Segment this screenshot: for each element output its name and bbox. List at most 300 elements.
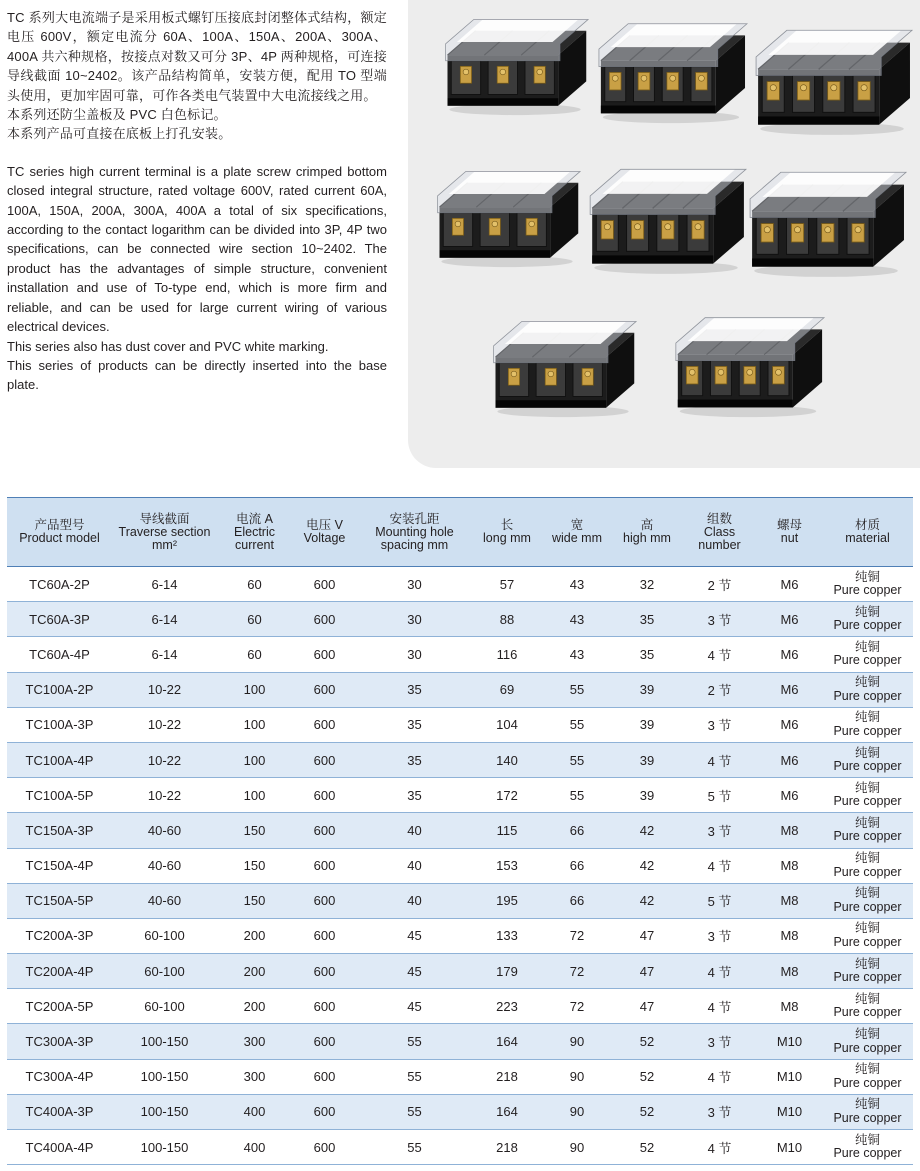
terminal-block-3p-icon xyxy=(488,302,638,430)
table-row xyxy=(7,1024,913,1059)
cell-mat-en: Pure copper xyxy=(833,723,902,738)
cell-long: 223 xyxy=(472,989,542,1024)
cell-section: 100-150 xyxy=(112,1059,217,1094)
column-header-en1: Product model xyxy=(19,531,100,545)
cell-mat-zh: 纯铜 xyxy=(854,886,880,901)
cell-spacing: 30 xyxy=(357,567,472,602)
table-row xyxy=(7,813,913,848)
intro-en-paragraph: TC series high current terminal is a plate screw crimped bottom closed integral structure, rated voltage 600V, rated current 60A, 100A, 150A, 200A, 300A, 400A a total of six specifications, according to the contact logarithm can be divided into 3P, 4P two specifications, can be connected wire section 10~2402. The product has the advantages of simple structure, convenient installation and use of To-type end, which is more firm and reliable, and can be used for large current wiring of various electrical devices. xyxy=(7,163,387,335)
cell-mat-zh: 纯铜 xyxy=(854,991,880,1006)
cell-mat-en: Pure copper xyxy=(833,1005,902,1020)
cell-material xyxy=(822,672,913,707)
cell-mat-en: Pure copper xyxy=(833,1146,902,1161)
table-row xyxy=(7,672,913,707)
table-row xyxy=(7,848,913,883)
cell-model: TC60A-4P xyxy=(7,637,112,672)
cell-spacing: 45 xyxy=(357,954,472,989)
cell-class: 4 节 xyxy=(682,1059,757,1094)
cell-material xyxy=(822,1130,913,1165)
cell-wide: 90 xyxy=(542,1059,612,1094)
column-header xyxy=(7,498,112,567)
table-row xyxy=(7,1130,913,1165)
cell-wide: 55 xyxy=(542,742,612,777)
cell-mat-en: Pure copper xyxy=(833,688,902,703)
cell-current: 100 xyxy=(217,672,292,707)
cell-material xyxy=(822,918,913,953)
cell-nut: M8 xyxy=(757,989,822,1024)
cell-mat-en: Pure copper xyxy=(833,583,902,598)
cell-high: 42 xyxy=(612,848,682,883)
cell-nut: M6 xyxy=(757,602,822,637)
cell-nut: M8 xyxy=(757,954,822,989)
cell-section: 60-100 xyxy=(112,918,217,953)
table-row xyxy=(7,954,913,989)
cell-model: TC100A-3P xyxy=(7,707,112,742)
cell-nut: M8 xyxy=(757,918,822,953)
cell-mat-zh: 纯铜 xyxy=(854,1132,880,1147)
column-header-zh: 材质 xyxy=(854,518,880,532)
cell-long: 172 xyxy=(472,778,542,813)
column-header xyxy=(217,498,292,567)
cell-high: 47 xyxy=(612,918,682,953)
column-header-en1: wide mm xyxy=(551,531,602,545)
cell-long: 164 xyxy=(472,1024,542,1059)
column-header-zh: 组数 xyxy=(706,511,732,526)
cell-section: 10-22 xyxy=(112,707,217,742)
cell-material xyxy=(822,637,913,672)
column-header-zh: 高 xyxy=(640,518,654,532)
table-row xyxy=(7,1094,913,1129)
column-header-en1: long mm xyxy=(483,531,531,545)
cell-spacing: 55 xyxy=(357,1024,472,1059)
terminal-block-4p-icon xyxy=(740,162,912,280)
column-header xyxy=(822,498,913,567)
cell-nut: M10 xyxy=(757,1094,822,1129)
cell-class: 5 节 xyxy=(682,778,757,813)
cell-wide: 55 xyxy=(542,707,612,742)
cell-voltage: 600 xyxy=(292,848,357,883)
cell-model: TC400A-3P xyxy=(7,1094,112,1129)
cell-class: 4 节 xyxy=(682,989,757,1024)
column-header-zh: 宽 xyxy=(570,518,584,532)
cell-mat-zh: 纯铜 xyxy=(854,851,880,866)
cell-material xyxy=(822,954,913,989)
cell-current: 300 xyxy=(217,1024,292,1059)
cell-voltage: 600 xyxy=(292,602,357,637)
cell-current: 300 xyxy=(217,1059,292,1094)
column-header-zh: 螺母 xyxy=(776,518,802,532)
cell-nut: M10 xyxy=(757,1059,822,1094)
cell-long: 218 xyxy=(472,1059,542,1094)
column-header-en1: material xyxy=(845,531,890,545)
cell-section: 60-100 xyxy=(112,989,217,1024)
cell-spacing: 35 xyxy=(357,742,472,777)
table-row xyxy=(7,778,913,813)
terminal-block-4p-icon xyxy=(670,300,826,428)
cell-class: 4 节 xyxy=(682,1130,757,1165)
cell-mat-en: Pure copper xyxy=(833,1110,902,1125)
cell-wide: 90 xyxy=(542,1130,612,1165)
column-header-zh: 产品型号 xyxy=(34,518,85,532)
cell-current: 100 xyxy=(217,742,292,777)
cell-long: 133 xyxy=(472,918,542,953)
table-row xyxy=(7,602,913,637)
cell-long: 153 xyxy=(472,848,542,883)
cell-section: 40-60 xyxy=(112,848,217,883)
column-header-en1: high mm xyxy=(623,531,671,545)
cell-nut: M6 xyxy=(757,707,822,742)
column-header-en1: Electric xyxy=(234,524,275,539)
column-header-zh: 长 xyxy=(500,518,514,532)
cell-mat-zh: 纯铜 xyxy=(854,1062,880,1077)
cell-class: 2 节 xyxy=(682,672,757,707)
cell-mat-en: Pure copper xyxy=(833,970,902,985)
column-header-en1: Traverse section xyxy=(118,524,211,539)
terminal-block-4p-photo xyxy=(670,300,826,428)
column-header xyxy=(112,498,217,567)
cell-nut: M8 xyxy=(757,883,822,918)
table-row xyxy=(7,637,913,672)
cell-mat-zh: 纯铜 xyxy=(854,569,880,584)
cell-class: 3 节 xyxy=(682,1024,757,1059)
cell-current: 100 xyxy=(217,778,292,813)
cell-long: 88 xyxy=(472,602,542,637)
cell-mat-en: Pure copper xyxy=(833,794,902,809)
cell-material xyxy=(822,989,913,1024)
cell-model: TC200A-3P xyxy=(7,918,112,953)
cell-material xyxy=(822,602,913,637)
cell-wide: 55 xyxy=(542,778,612,813)
cell-wide: 72 xyxy=(542,989,612,1024)
cell-model: TC100A-4P xyxy=(7,742,112,777)
cell-voltage: 600 xyxy=(292,989,357,1024)
cell-class: 2 节 xyxy=(682,567,757,602)
cell-mat-en: Pure copper xyxy=(833,653,902,668)
column-header-en2: number xyxy=(698,537,741,552)
column-header-en1: Mounting hole xyxy=(375,524,454,539)
terminal-block-4p-photo xyxy=(748,20,916,138)
terminal-block-4p-icon xyxy=(748,20,916,138)
cell-long: 218 xyxy=(472,1130,542,1165)
intro-zh-paragraph: 本系列产品可直接在底板上打孔安装。 xyxy=(7,126,232,142)
table-row xyxy=(7,742,913,777)
cell-section: 6-14 xyxy=(112,567,217,602)
cell-spacing: 35 xyxy=(357,672,472,707)
cell-material xyxy=(822,742,913,777)
column-header-en1: Voltage xyxy=(303,531,346,545)
cell-mat-zh: 纯铜 xyxy=(854,780,880,795)
cell-high: 35 xyxy=(612,602,682,637)
intro-zh-paragraph: TC 系列大电流端子是采用板式螺钉压接底封闭整体式结构，额定电压 600V，额定电流分 60A、100A、150A、200A、300A、400A 共六种规格，按接点对数又可分 3P、4P 两种规格，可连接导线截面 10~2402。该产品结构简单，安装方便，配用 TO 型端头使用，更加牢固可靠，可作各类电气装置中大电流接线之用。 xyxy=(7,10,387,103)
column-header-en1: nut xyxy=(780,531,799,545)
column-header xyxy=(472,498,542,567)
column-header-en2: mm² xyxy=(152,537,177,552)
cell-spacing: 35 xyxy=(357,778,472,813)
cell-section: 100-150 xyxy=(112,1024,217,1059)
cell-model: TC150A-4P xyxy=(7,848,112,883)
cell-long: 69 xyxy=(472,672,542,707)
cell-mat-zh: 纯铜 xyxy=(854,710,880,725)
cell-voltage: 600 xyxy=(292,883,357,918)
cell-long: 164 xyxy=(472,1094,542,1129)
cell-high: 52 xyxy=(612,1059,682,1094)
cell-voltage: 600 xyxy=(292,1094,357,1129)
column-header xyxy=(357,498,472,567)
cell-current: 150 xyxy=(217,848,292,883)
cell-model: TC150A-5P xyxy=(7,883,112,918)
cell-current: 100 xyxy=(217,707,292,742)
cell-model: TC60A-2P xyxy=(7,567,112,602)
cell-voltage: 600 xyxy=(292,778,357,813)
cell-section: 10-22 xyxy=(112,778,217,813)
table-row xyxy=(7,918,913,953)
cell-material xyxy=(822,567,913,602)
cell-wide: 90 xyxy=(542,1094,612,1129)
cell-spacing: 35 xyxy=(357,707,472,742)
column-header-zh: 电流 A xyxy=(236,511,273,526)
cell-mat-zh: 纯铜 xyxy=(854,1097,880,1112)
cell-section: 40-60 xyxy=(112,813,217,848)
cell-high: 39 xyxy=(612,778,682,813)
cell-model: TC200A-5P xyxy=(7,989,112,1024)
cell-high: 39 xyxy=(612,707,682,742)
cell-wide: 66 xyxy=(542,813,612,848)
cell-spacing: 30 xyxy=(357,637,472,672)
cell-spacing: 40 xyxy=(357,848,472,883)
cell-class: 3 节 xyxy=(682,602,757,637)
column-header-zh: 导线截面 xyxy=(139,511,190,526)
cell-material xyxy=(822,1024,913,1059)
cell-high: 35 xyxy=(612,637,682,672)
cell-spacing: 40 xyxy=(357,813,472,848)
cell-current: 400 xyxy=(217,1130,292,1165)
intro-en-paragraph: This series of products can be directly inserted into the base plate. xyxy=(7,357,387,393)
terminal-block-3p-icon xyxy=(432,160,582,272)
cell-voltage: 600 xyxy=(292,707,357,742)
cell-spacing: 30 xyxy=(357,602,472,637)
cell-mat-zh: 纯铜 xyxy=(854,921,880,936)
cell-nut: M10 xyxy=(757,1024,822,1059)
cell-nut: M6 xyxy=(757,637,822,672)
cell-nut: M10 xyxy=(757,1130,822,1165)
cell-spacing: 55 xyxy=(357,1059,472,1094)
terminal-block-4p-icon xyxy=(591,14,751,126)
cell-voltage: 600 xyxy=(292,918,357,953)
cell-section: 100-150 xyxy=(112,1094,217,1129)
cell-long: 115 xyxy=(472,813,542,848)
cell-mat-en: Pure copper xyxy=(833,1040,902,1055)
intro-zh-paragraph: 本系列还防尘盖板及 PVC 白色标记。 xyxy=(7,107,227,123)
cell-wide: 90 xyxy=(542,1024,612,1059)
cell-material xyxy=(822,1059,913,1094)
terminal-block-3p-photo xyxy=(432,160,582,272)
cell-mat-zh: 纯铜 xyxy=(854,815,880,830)
cell-material xyxy=(822,1094,913,1129)
cell-current: 200 xyxy=(217,989,292,1024)
cell-mat-zh: 纯铜 xyxy=(854,639,880,654)
cell-current: 150 xyxy=(217,883,292,918)
cell-mat-en: Pure copper xyxy=(833,1075,902,1090)
cell-current: 60 xyxy=(217,567,292,602)
table-row xyxy=(7,567,913,602)
cell-model: TC400A-4P xyxy=(7,1130,112,1165)
cell-section: 6-14 xyxy=(112,637,217,672)
terminal-block-3p-photo xyxy=(440,8,590,120)
cell-class: 3 节 xyxy=(682,707,757,742)
table-row xyxy=(7,989,913,1024)
cell-high: 52 xyxy=(612,1130,682,1165)
cell-section: 100-150 xyxy=(112,1130,217,1165)
cell-spacing: 55 xyxy=(357,1130,472,1165)
cell-section: 10-22 xyxy=(112,742,217,777)
terminal-block-4p-photo xyxy=(584,158,748,278)
column-header-en2: current xyxy=(235,537,274,552)
cell-class: 4 节 xyxy=(682,848,757,883)
cell-material xyxy=(822,813,913,848)
cell-section: 60-100 xyxy=(112,954,217,989)
column-header xyxy=(292,498,357,567)
cell-spacing: 40 xyxy=(357,883,472,918)
cell-nut: M6 xyxy=(757,567,822,602)
cell-wide: 43 xyxy=(542,602,612,637)
cell-mat-en: Pure copper xyxy=(833,618,902,633)
cell-current: 150 xyxy=(217,813,292,848)
cell-class: 5 节 xyxy=(682,883,757,918)
cell-long: 195 xyxy=(472,883,542,918)
cell-current: 60 xyxy=(217,602,292,637)
cell-voltage: 600 xyxy=(292,1130,357,1165)
cell-high: 47 xyxy=(612,954,682,989)
cell-voltage: 600 xyxy=(292,637,357,672)
cell-nut: M8 xyxy=(757,813,822,848)
cell-long: 104 xyxy=(472,707,542,742)
cell-mat-zh: 纯铜 xyxy=(854,956,880,971)
cell-current: 200 xyxy=(217,918,292,953)
cell-mat-en: Pure copper xyxy=(833,934,902,949)
cell-wide: 72 xyxy=(542,918,612,953)
product-photo-panel xyxy=(408,0,920,468)
cell-mat-zh: 纯铜 xyxy=(854,604,880,619)
cell-section: 6-14 xyxy=(112,602,217,637)
cell-wide: 72 xyxy=(542,954,612,989)
cell-class: 3 节 xyxy=(682,1094,757,1129)
cell-nut: M6 xyxy=(757,742,822,777)
cell-wide: 66 xyxy=(542,883,612,918)
cell-voltage: 600 xyxy=(292,742,357,777)
cell-long: 179 xyxy=(472,954,542,989)
intro-en-paragraph: This series also has dust cover and PVC white marking. xyxy=(7,338,329,354)
terminal-block-4p-photo xyxy=(740,162,912,280)
table-body xyxy=(7,567,913,1165)
cell-nut: M8 xyxy=(757,848,822,883)
terminal-block-4p-icon xyxy=(584,158,748,278)
cell-mat-en: Pure copper xyxy=(833,829,902,844)
terminal-block-3p-icon xyxy=(440,8,590,120)
cell-current: 200 xyxy=(217,954,292,989)
cell-nut: M6 xyxy=(757,672,822,707)
cell-high: 52 xyxy=(612,1094,682,1129)
spec-table xyxy=(7,497,913,1165)
table-row xyxy=(7,1059,913,1094)
cell-material xyxy=(822,778,913,813)
cell-spacing: 55 xyxy=(357,1094,472,1129)
cell-mat-zh: 纯铜 xyxy=(854,1027,880,1042)
column-header xyxy=(757,498,822,567)
table-header-row xyxy=(7,498,913,567)
column-header-en2: spacing mm xyxy=(380,537,449,552)
cell-mat-en: Pure copper xyxy=(833,899,902,914)
cell-model: TC100A-5P xyxy=(7,778,112,813)
cell-class: 4 节 xyxy=(682,954,757,989)
cell-model: TC60A-3P xyxy=(7,602,112,637)
cell-section: 10-22 xyxy=(112,672,217,707)
cell-voltage: 600 xyxy=(292,672,357,707)
cell-mat-en: Pure copper xyxy=(833,759,902,774)
intro-text xyxy=(7,8,387,395)
cell-model: TC100A-2P xyxy=(7,672,112,707)
intro-en-block xyxy=(7,162,387,395)
cell-high: 42 xyxy=(612,813,682,848)
cell-high: 39 xyxy=(612,672,682,707)
cell-long: 140 xyxy=(472,742,542,777)
table-row xyxy=(7,883,913,918)
column-header xyxy=(612,498,682,567)
table-row xyxy=(7,707,913,742)
cell-voltage: 600 xyxy=(292,813,357,848)
cell-spacing: 45 xyxy=(357,989,472,1024)
cell-class: 4 节 xyxy=(682,742,757,777)
column-header xyxy=(542,498,612,567)
terminal-block-3p-photo xyxy=(488,302,638,430)
cell-mat-zh: 纯铜 xyxy=(854,745,880,760)
cell-current: 400 xyxy=(217,1094,292,1129)
cell-spacing: 45 xyxy=(357,918,472,953)
cell-material xyxy=(822,707,913,742)
cell-high: 42 xyxy=(612,883,682,918)
cell-wide: 66 xyxy=(542,848,612,883)
cell-mat-en: Pure copper xyxy=(833,864,902,879)
cell-model: TC150A-3P xyxy=(7,813,112,848)
cell-long: 57 xyxy=(472,567,542,602)
cell-model: TC300A-4P xyxy=(7,1059,112,1094)
cell-class: 4 节 xyxy=(682,637,757,672)
column-header-zh: 安装孔距 xyxy=(389,511,440,526)
column-header-zh: 电压 V xyxy=(306,518,343,532)
cell-wide: 43 xyxy=(542,567,612,602)
cell-model: TC200A-4P xyxy=(7,954,112,989)
cell-wide: 55 xyxy=(542,672,612,707)
cell-model: TC300A-3P xyxy=(7,1024,112,1059)
cell-high: 39 xyxy=(612,742,682,777)
cell-current: 60 xyxy=(217,637,292,672)
cell-mat-zh: 纯铜 xyxy=(854,675,880,690)
cell-voltage: 600 xyxy=(292,954,357,989)
cell-class: 3 节 xyxy=(682,813,757,848)
cell-high: 52 xyxy=(612,1024,682,1059)
cell-wide: 43 xyxy=(542,637,612,672)
cell-class: 3 节 xyxy=(682,918,757,953)
cell-long: 116 xyxy=(472,637,542,672)
cell-voltage: 600 xyxy=(292,567,357,602)
cell-high: 47 xyxy=(612,989,682,1024)
cell-section: 40-60 xyxy=(112,883,217,918)
cell-voltage: 600 xyxy=(292,1059,357,1094)
cell-high: 32 xyxy=(612,567,682,602)
terminal-block-4p-photo xyxy=(591,14,751,126)
column-header xyxy=(682,498,757,567)
cell-material xyxy=(822,883,913,918)
column-header-en1: Class xyxy=(703,524,736,539)
